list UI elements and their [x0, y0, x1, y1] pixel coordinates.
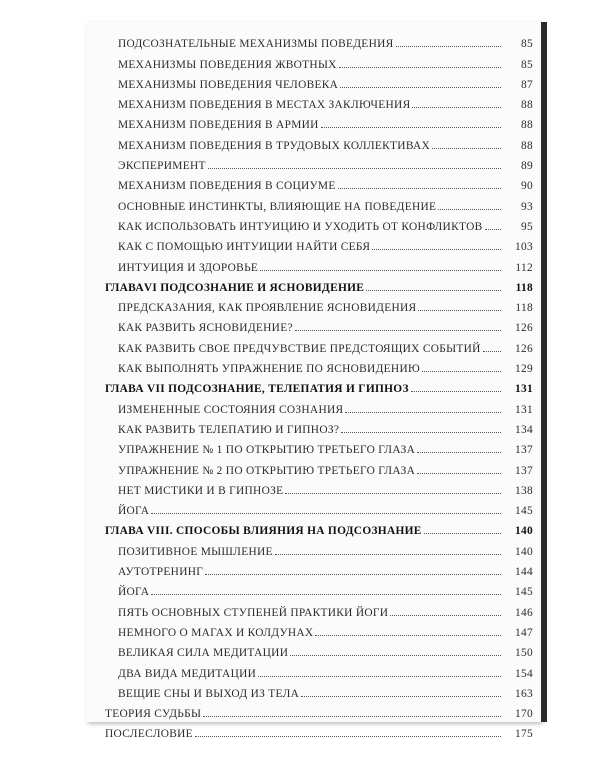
toc-leader-dots	[205, 574, 501, 575]
toc-entry-title: МЕХАНИЗМ ПОВЕДЕНИЯ В МЕСТАХ ЗАКЛЮЧЕНИЯ	[118, 99, 411, 112]
toc-leader-dots	[424, 533, 501, 534]
toc-page-number: 137	[515, 464, 533, 477]
toc-entry-title: ПОДСОЗНАТЕЛЬНЫЕ МЕХАНИЗМЫ ПОВЕДЕНИЯ	[118, 38, 394, 51]
toc-page-number: 137	[515, 444, 533, 457]
toc-entry	[86, 598, 541, 618]
toc-leader-dots	[151, 594, 501, 595]
toc-entry	[86, 192, 541, 212]
toc-leader-dots	[295, 330, 501, 331]
toc-leader-dots	[372, 249, 501, 250]
toc-page-number: 118	[515, 302, 533, 315]
toc-entry-title: ВЕЛИКАЯ СИЛА МЕДИТАЦИИ	[118, 647, 289, 660]
toc-page-number: 134	[515, 423, 533, 436]
toc-entry	[86, 71, 541, 91]
toc-entry	[86, 314, 541, 334]
toc-entry-title: МЕХАНИЗМЫ ПОВЕДЕНИЯ ЖВОТНЫХ	[118, 58, 337, 71]
toc-leader-dots	[417, 473, 501, 474]
toc-entry-title: ЙОГА	[118, 505, 150, 518]
toc-leader-dots	[315, 635, 501, 636]
toc-leader-dots	[418, 310, 501, 311]
toc-entry	[86, 111, 541, 131]
toc-leader-dots	[339, 67, 501, 68]
toc-page-number: 88	[521, 119, 533, 132]
toc-chapter-entry	[86, 375, 541, 395]
toc-leader-dots	[417, 452, 501, 453]
toc-entry	[86, 50, 541, 70]
toc-leader-dots	[366, 290, 501, 291]
toc-leader-dots	[438, 209, 501, 210]
toc-page-number: 150	[515, 647, 533, 660]
toc-entry	[86, 456, 541, 476]
toc-page-number: 95	[521, 220, 533, 233]
toc-leader-dots	[290, 655, 501, 656]
toc-entry-title: КАК С ПОМОЩЬЮ ИНТУИЦИИ НАЙТИ СЕБЯ	[118, 241, 371, 254]
toc-entry	[86, 253, 541, 273]
toc-entry-title: ОСНОВНЫЕ ИНСТИНКТЫ, ВЛИЯЮЩИЕ НА ПОВЕДЕНИЕ	[118, 200, 437, 213]
toc-entry	[86, 497, 541, 517]
toc-entry-title: ГЛАВА VII ПОДСОЗНАНИЕ, ТЕЛЕПАТИЯ И ГИПНОЗ	[105, 383, 409, 396]
toc-leader-dots	[195, 736, 501, 737]
toc-entry-title: ПОЗИТИВНОЕ МЫШЛЕНИЕ	[118, 545, 273, 558]
toc-page-number: 140	[515, 525, 533, 538]
toc-entry	[86, 436, 541, 456]
toc-entry	[86, 720, 541, 740]
toc-entry-title: КАК РАЗВИТЬ ЯСНОВИДЕНИЕ?	[118, 322, 293, 335]
toc-page-number: 85	[521, 38, 533, 51]
toc-entry	[86, 558, 541, 578]
toc-entry-title: ИНТУИЦИЯ И ЗДОРОВЬЕ	[118, 261, 259, 274]
toc-leader-dots	[321, 127, 501, 128]
toc-entry-title: МЕХАНИЗМ ПОВЕДЕНИЯ В АРМИИ	[118, 119, 319, 132]
toc-leader-dots	[275, 554, 501, 555]
toc-entry-title: ВЕЩИЕ СНЫ И ВЫХОД ИЗ ТЕЛА	[118, 687, 300, 700]
toc-entry-title: ЙОГА	[118, 586, 150, 599]
toc-page-number: 154	[515, 667, 533, 680]
toc-page-number: 103	[515, 241, 533, 254]
toc-leader-dots	[390, 615, 501, 616]
toc-page-number: 126	[515, 342, 533, 355]
toc-entry	[86, 537, 541, 557]
toc-leader-dots	[203, 716, 501, 717]
toc-leader-dots	[260, 270, 501, 271]
toc-entry-title: КАК ИСПОЛЬЗОВАТЬ ИНТУИЦИЮ И УХОДИТЬ ОТ КОНФЛИКТОВ	[118, 220, 483, 233]
toc-entry	[86, 619, 541, 639]
toc-page-number: 85	[521, 58, 533, 71]
toc-leader-dots	[258, 676, 501, 677]
toc-page-number: 140	[515, 545, 533, 558]
toc-entry	[86, 578, 541, 598]
toc-page-number: 145	[515, 505, 533, 518]
toc-entry-title: МЕХАНИЗМ ПОВЕДЕНИЯ В ТРУДОВЫХ КОЛЛЕКТИВАХ	[118, 139, 431, 152]
toc-page-number: 129	[515, 363, 533, 376]
table-of-contents	[86, 30, 541, 740]
toc-entry	[86, 395, 541, 415]
toc-entry	[86, 477, 541, 497]
toc-page-number: 87	[521, 78, 533, 91]
toc-page-number: 118	[515, 281, 533, 294]
toc-leader-dots	[432, 148, 501, 149]
toc-entry	[86, 233, 541, 253]
toc-page-number: 163	[515, 687, 533, 700]
toc-page-number: 89	[521, 160, 533, 173]
toc-leader-dots	[396, 46, 501, 47]
toc-leader-dots	[412, 107, 501, 108]
toc-chapter-entry	[86, 517, 541, 537]
toc-entry-title: НЕТ МИСТИКИ И В ГИПНОЗЕ	[118, 484, 284, 497]
toc-entry	[86, 659, 541, 679]
toc-page-number: 88	[521, 99, 533, 112]
toc-entry-title: ЭКСПЕРИМЕНТ	[118, 160, 206, 173]
toc-leader-dots	[208, 168, 501, 169]
toc-page-number: 93	[521, 200, 533, 213]
page-edge-shadow	[541, 22, 547, 722]
toc-leader-dots	[341, 432, 501, 433]
toc-page-number: 144	[515, 566, 533, 579]
toc-entry	[86, 172, 541, 192]
toc-entry	[86, 680, 541, 700]
toc-page-number: 131	[515, 403, 533, 416]
toc-entry-title: ПОСЛЕСЛОВИЕ	[105, 728, 193, 741]
toc-page-number: 138	[515, 484, 533, 497]
toc-entry	[86, 639, 541, 659]
toc-entry	[86, 355, 541, 375]
toc-entry	[86, 416, 541, 436]
toc-entry-title: МЕХАНИЗМ ПОВЕДЕНИЯ В СОЦИУМЕ	[118, 180, 336, 193]
toc-entry-title: ГЛАВА VIII. СПОСОБЫ ВЛИЯНИЯ НА ПОДСОЗНАНИЕ	[105, 525, 422, 538]
toc-leader-dots	[285, 493, 501, 494]
toc-page-number: 145	[515, 586, 533, 599]
toc-leader-dots	[485, 229, 501, 230]
toc-entry	[86, 334, 541, 354]
toc-entry-title: УПРАЖНЕНИЕ № 1 ПО ОТКРЫТИЮ ТРЕТЬЕГО ГЛАЗА	[118, 444, 416, 457]
toc-entry	[86, 152, 541, 172]
toc-entry	[86, 294, 541, 314]
toc-leader-dots	[422, 371, 501, 372]
toc-leader-dots	[151, 513, 501, 514]
toc-entry-title: ТЕОРИЯ СУДЬБЫ	[105, 708, 202, 721]
toc-entry-title: ГЛАВАVI ПОДСОЗНАНИЕ И ЯСНОВИДЕНИЕ	[105, 281, 365, 294]
toc-page-number: 90	[521, 180, 533, 193]
toc-entry-title: ПЯТЬ ОСНОВНЫХ СТУПЕНЕЙ ПРАКТИКИ ЙОГИ	[118, 606, 389, 619]
toc-entry	[86, 700, 541, 720]
toc-entry-title: ДВА ВИДА МЕДИТАЦИИ	[118, 667, 257, 680]
toc-page-number: 126	[515, 322, 533, 335]
toc-entry	[86, 131, 541, 151]
book-page	[86, 22, 541, 741]
toc-entry-title: АУТОТРЕНИНГ	[118, 566, 204, 579]
toc-entry-title: КАК РАЗВИТЬ СВОЕ ПРЕДЧУВСТВИЕ ПРЕДСТОЯЩИХ СОБЫТИЙ	[118, 342, 481, 355]
toc-entry-title: ИЗМЕНЕННЫЕ СОСТОЯНИЯ СОЗНАНИЯ	[118, 403, 344, 416]
toc-entry-title: ПРЕДСКАЗАНИЯ, КАК ПРОЯВЛЕНИЕ ЯСНОВИДЕНИЯ	[118, 302, 417, 315]
toc-leader-dots	[340, 87, 501, 88]
toc-page-number: 175	[515, 728, 533, 741]
toc-page-number: 131	[515, 383, 533, 396]
toc-page-number: 146	[515, 606, 533, 619]
toc-entry	[86, 213, 541, 233]
toc-leader-dots	[301, 696, 501, 697]
toc-entry	[86, 30, 541, 50]
toc-leader-dots	[411, 391, 501, 392]
toc-entry	[86, 91, 541, 111]
toc-leader-dots	[338, 188, 501, 189]
toc-page-number: 170	[515, 708, 533, 721]
toc-page-number: 112	[515, 261, 533, 274]
toc-entry-title: КАК РАЗВИТЬ ТЕЛЕПАТИЮ И ГИПНОЗ?	[118, 423, 340, 436]
toc-page-number: 88	[521, 139, 533, 152]
toc-leader-dots	[345, 412, 501, 413]
toc-entry-title: УПРАЖНЕНИЕ № 2 ПО ОТКРЫТИЮ ТРЕТЬЕГО ГЛАЗА	[118, 464, 416, 477]
toc-page-number: 147	[515, 626, 533, 639]
toc-entry-title: КАК ВЫПОЛНЯТЬ УПРАЖНЕНИЕ ПО ЯСНОВИДЕНИЮ	[118, 363, 420, 376]
toc-entry-title: МЕХАНИЗМЫ ПОВЕДЕНИЯ ЧЕЛОВЕКА	[118, 78, 339, 91]
toc-leader-dots	[483, 351, 501, 352]
toc-chapter-entry	[86, 274, 541, 294]
toc-entry-title: НЕМНОГО О МАГАХ И КОЛДУНАХ	[118, 626, 314, 639]
